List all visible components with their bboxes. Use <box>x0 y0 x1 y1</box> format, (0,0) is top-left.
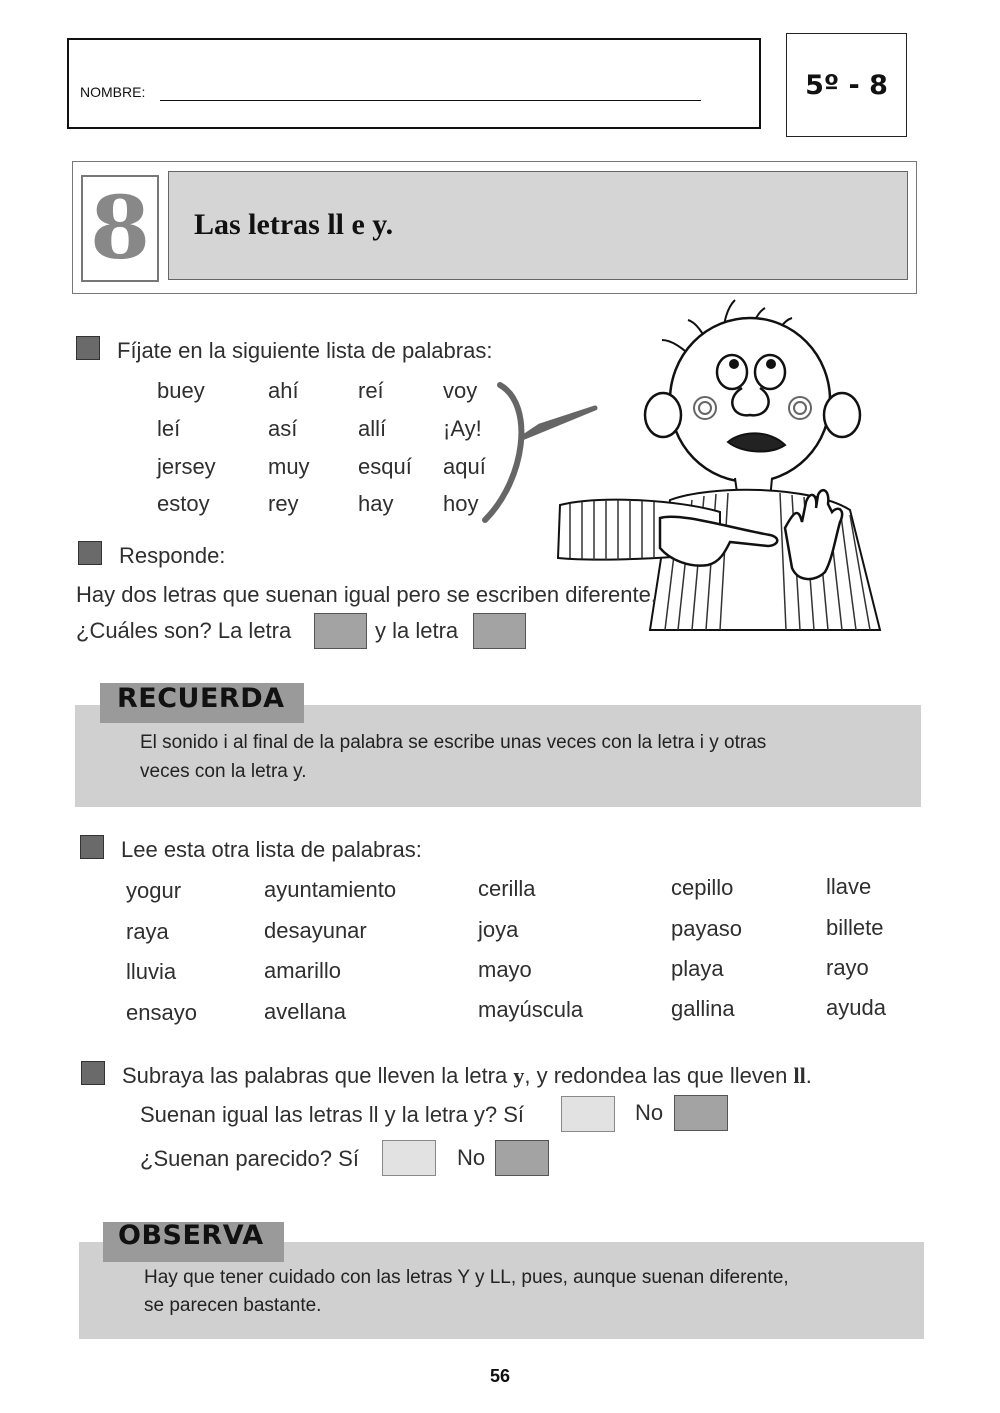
word: voy <box>443 378 478 403</box>
question-line1: Hay dos letras que suenan igual pero se escriben diferente. <box>76 582 657 607</box>
word: así <box>268 416 298 441</box>
recuerda-heading: RECUERDA <box>117 683 285 714</box>
word: ahí <box>268 378 299 403</box>
question-line2-part2: y la letra <box>375 618 459 643</box>
question-same-sound: Suenan igual las letras ll y la letra y? Sí <box>140 1102 524 1127</box>
word: reí <box>358 378 384 403</box>
word: amarillo <box>264 958 342 983</box>
word: aquí <box>443 454 486 479</box>
word: playa <box>671 956 724 981</box>
lesson-number: 8 <box>90 177 150 279</box>
word: muy <box>268 454 310 479</box>
grade-badge: 5º - 8 <box>786 33 907 137</box>
question-line2-part1: ¿Cuáles son? La letra <box>76 618 292 643</box>
answer-box-q1-no[interactable] <box>674 1095 728 1131</box>
page-number: 56 <box>490 1366 511 1386</box>
word: cepillo <box>671 875 734 900</box>
answer-box-q1-si[interactable] <box>561 1096 615 1132</box>
word: lluvia <box>126 959 177 984</box>
word: ayuntamiento <box>264 877 397 902</box>
word: ¡Ay! <box>443 416 482 441</box>
word: billete <box>826 915 884 940</box>
word: rey <box>268 491 299 516</box>
section1-instruction: Fíjate en la siguiente lista de palabras: <box>117 338 493 363</box>
word: yogur <box>126 878 182 903</box>
word: hay <box>358 491 394 516</box>
word: ensayo <box>126 1000 197 1025</box>
bullet-square <box>81 1061 105 1085</box>
page-title: Las letras ll e y. <box>194 208 394 241</box>
word: raya <box>126 919 169 944</box>
name-box <box>67 38 761 129</box>
word: avellana <box>264 999 346 1024</box>
name-label: NOMBRE: <box>80 84 146 100</box>
bullet-square <box>76 336 100 360</box>
word: cerilla <box>478 876 536 901</box>
word: esquí <box>358 454 412 479</box>
q1-no-label: No <box>635 1100 664 1125</box>
word: rayo <box>826 955 869 980</box>
recuerda-text-line1: El sonido i al final de la palabra se escribe unas veces con la letra i y otras <box>140 732 767 753</box>
section4-instruction <box>122 1063 812 1089</box>
word: desayunar <box>264 918 367 943</box>
answer-box-letter1[interactable] <box>314 613 367 649</box>
word: mayúscula <box>478 997 584 1022</box>
word: ayuda <box>826 995 886 1020</box>
bullet-square <box>78 541 102 565</box>
word: mayo <box>478 957 532 982</box>
letter-ll: ll <box>793 1063 806 1088</box>
section4-instruction-part1: Subraya las palabras que lleven la letra <box>122 1063 508 1088</box>
recuerda-text-line2: veces con la letra y. <box>140 761 307 782</box>
section4-instruction-part2: , y redondea las que lleven <box>524 1063 788 1088</box>
letter-y: y <box>513 1063 525 1088</box>
observa-heading: OBSERVA <box>118 1220 264 1251</box>
section4-instruction-end: . <box>805 1063 812 1088</box>
word: estoy <box>157 491 210 516</box>
observa-text-line2: se parecen bastante. <box>144 1295 322 1316</box>
word: hoy <box>443 491 479 516</box>
word: llave <box>826 874 872 899</box>
word: payaso <box>671 916 742 941</box>
lesson-number-box <box>81 175 159 282</box>
question-similar: ¿Suenan parecido? Sí <box>140 1146 359 1171</box>
bullet-square <box>80 835 104 859</box>
section2-instruction: Responde: <box>119 543 226 568</box>
section3-instruction: Lee esta otra lista de palabras: <box>121 837 422 862</box>
word: leí <box>157 416 181 441</box>
word: buey <box>157 378 205 403</box>
q2-no-label: No <box>457 1145 486 1170</box>
name-input-line[interactable] <box>160 100 701 101</box>
word: gallina <box>671 996 735 1021</box>
word: allí <box>358 416 387 441</box>
answer-box-q2-no[interactable] <box>495 1140 549 1176</box>
word: joya <box>478 917 519 942</box>
observa-text-line1: Hay que tener cuidado con las letras Y y LL, pues, aunque suenan diferente, <box>144 1267 789 1288</box>
word: jersey <box>157 454 216 479</box>
answer-box-letter2[interactable] <box>473 613 526 649</box>
answer-box-q2-si[interactable] <box>382 1140 436 1176</box>
